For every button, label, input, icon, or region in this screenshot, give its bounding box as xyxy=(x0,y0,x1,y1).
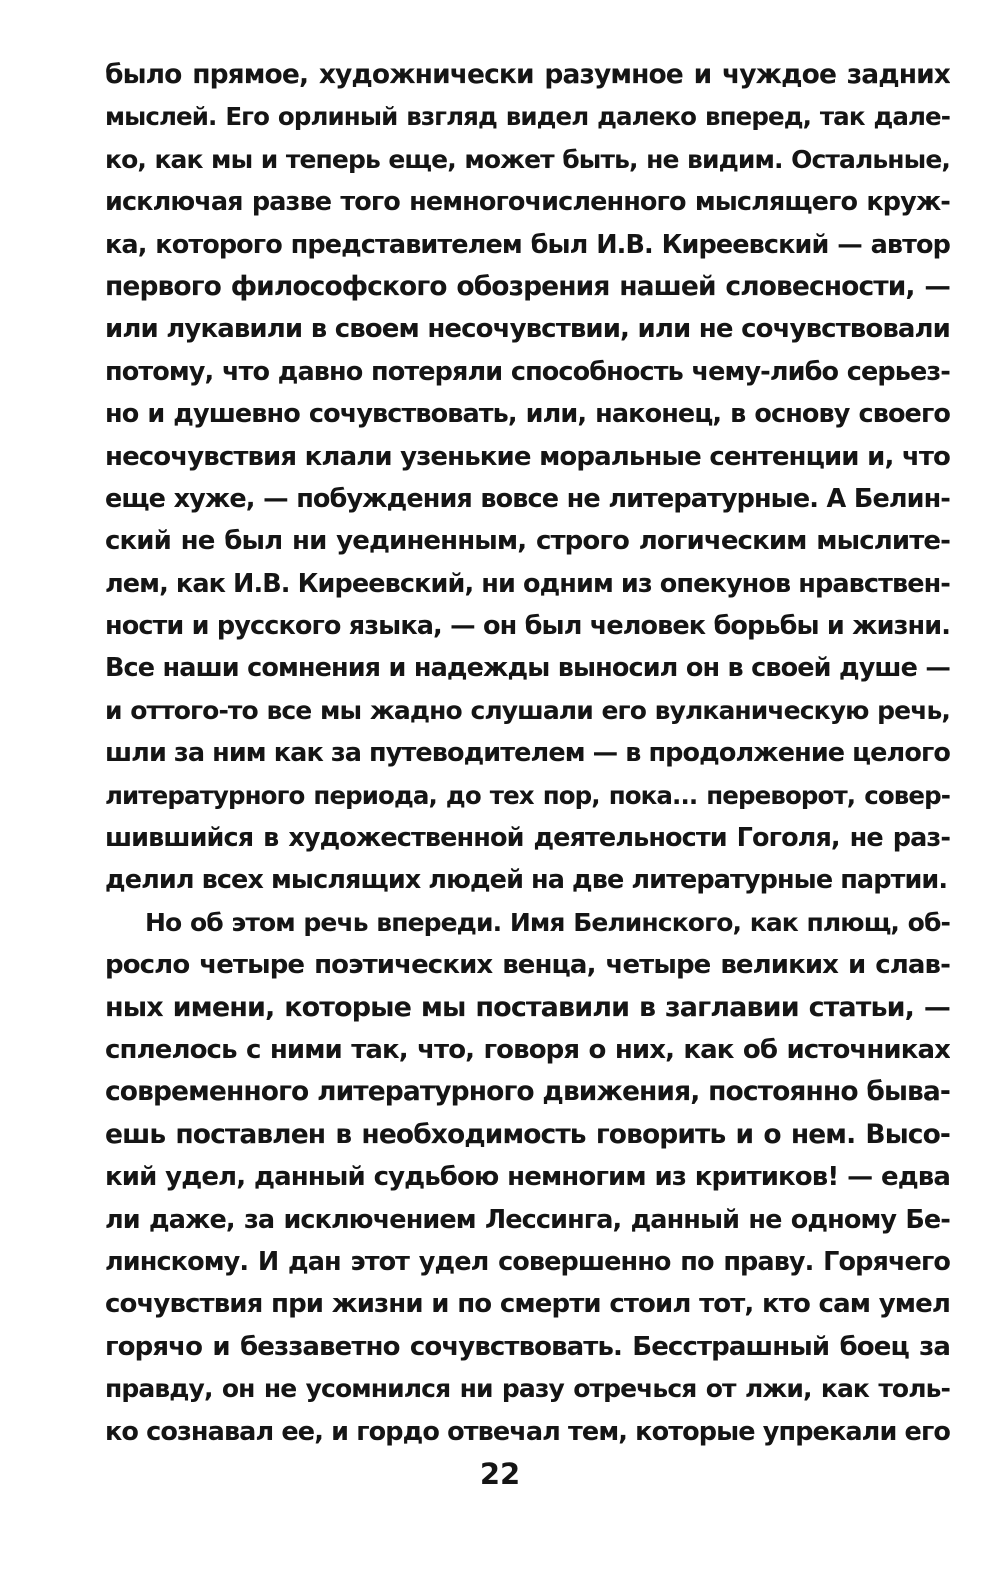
text-line: сплелось с ними так, что, говоря о них, как об источниках xyxy=(105,1034,950,1065)
text-line: современного литературного движения, постоянно быва- xyxy=(105,1076,950,1108)
text-line: ка, которого представителем был И.В. Киреевский — автор xyxy=(105,229,950,260)
text-line: или лукавили в своем несочувствии, или не сочувствовали xyxy=(105,314,950,345)
text-line: лем, как И.В. Киреевский, ни одним из опекунов нравствен- xyxy=(105,568,950,599)
page-body xyxy=(105,54,950,1453)
text-line: потому, что давно потеряли способность чему-либо серьез- xyxy=(105,356,950,387)
text-line: кий удел, данный судьбою немногим из критиков! — едва xyxy=(105,1162,950,1193)
text-line: литературного периода, до тех пор, пока... переворот, совер- xyxy=(105,780,950,810)
text-line: но и душевно сочувствовать, или, наконец, в основу своего xyxy=(105,399,950,430)
text-line: шившийся в художественной деятельности Гоголя, не раз- xyxy=(105,823,950,854)
text-line: мыслей. Его орлиный взгляд видел далеко вперед, так дале- xyxy=(105,102,950,132)
text-line: ности и русского языка, — он был человек борьбы и жизни. xyxy=(105,611,950,642)
text-line: ский не был ни уединенным, строго логическим мыслите- xyxy=(105,526,950,557)
text-line: росло четыре поэтических венца, четыре великих и слав- xyxy=(105,950,950,981)
text-line: несочувствия клали узенькие моральные сентенции и, что xyxy=(105,441,950,472)
text-line: правду, он не усомнился ни разу отречься от лжи, как толь- xyxy=(105,1374,950,1404)
text-line: ных имени, которые мы поставили в заглавии статьи, — xyxy=(105,991,950,1023)
text-line: горячо и беззаветно сочувствовать. Бесстрашный боец за xyxy=(105,1331,950,1362)
page-number: 22 xyxy=(479,1457,521,1491)
text-line: ешь поставлен в необходимость говорить и о нем. Высо- xyxy=(105,1118,950,1150)
text-line: ко сознавал ее, и гордо отвечал тем, которые упрекали его xyxy=(105,1416,950,1447)
paragraph-1 xyxy=(105,54,950,902)
text-line: Но об этом речь впереди. Имя Белинского, как плющ, об- xyxy=(145,907,950,937)
text-line: Все наши сомнения и надежды выносил он в своей душе — xyxy=(105,653,950,684)
text-line: ли даже, за исключением Лессинга, данный не одному Бе- xyxy=(105,1204,950,1235)
text-line: исключая разве того немногочисленного мыслящего круж- xyxy=(105,187,950,218)
text-line: линскому. И дан этот удел совершенно по праву. Горячего xyxy=(105,1246,950,1277)
text-line: шли за ним как за путеводителем — в продолжение целого xyxy=(105,738,950,769)
text-line: ко, как мы и теперь еще, может быть, не видим. Остальные, xyxy=(105,144,950,174)
text-line: сочувствия при жизни и по смерти стоил тот, кто сам умел xyxy=(105,1289,950,1320)
text-line: первого философского обозрения нашей словесности, — xyxy=(105,270,950,302)
text-line: было прямое, художнически разумное и чуждое задних xyxy=(105,59,950,90)
text-line: делил всех мыслящих людей на две литературные партии. xyxy=(105,865,948,896)
text-line: и оттого-то все мы жадно слушали его вулканическую речь, xyxy=(105,695,950,725)
text-line: еще хуже, — побуждения вовсе не литературные. А Белин- xyxy=(105,483,950,514)
paragraph-2 xyxy=(105,902,950,1453)
